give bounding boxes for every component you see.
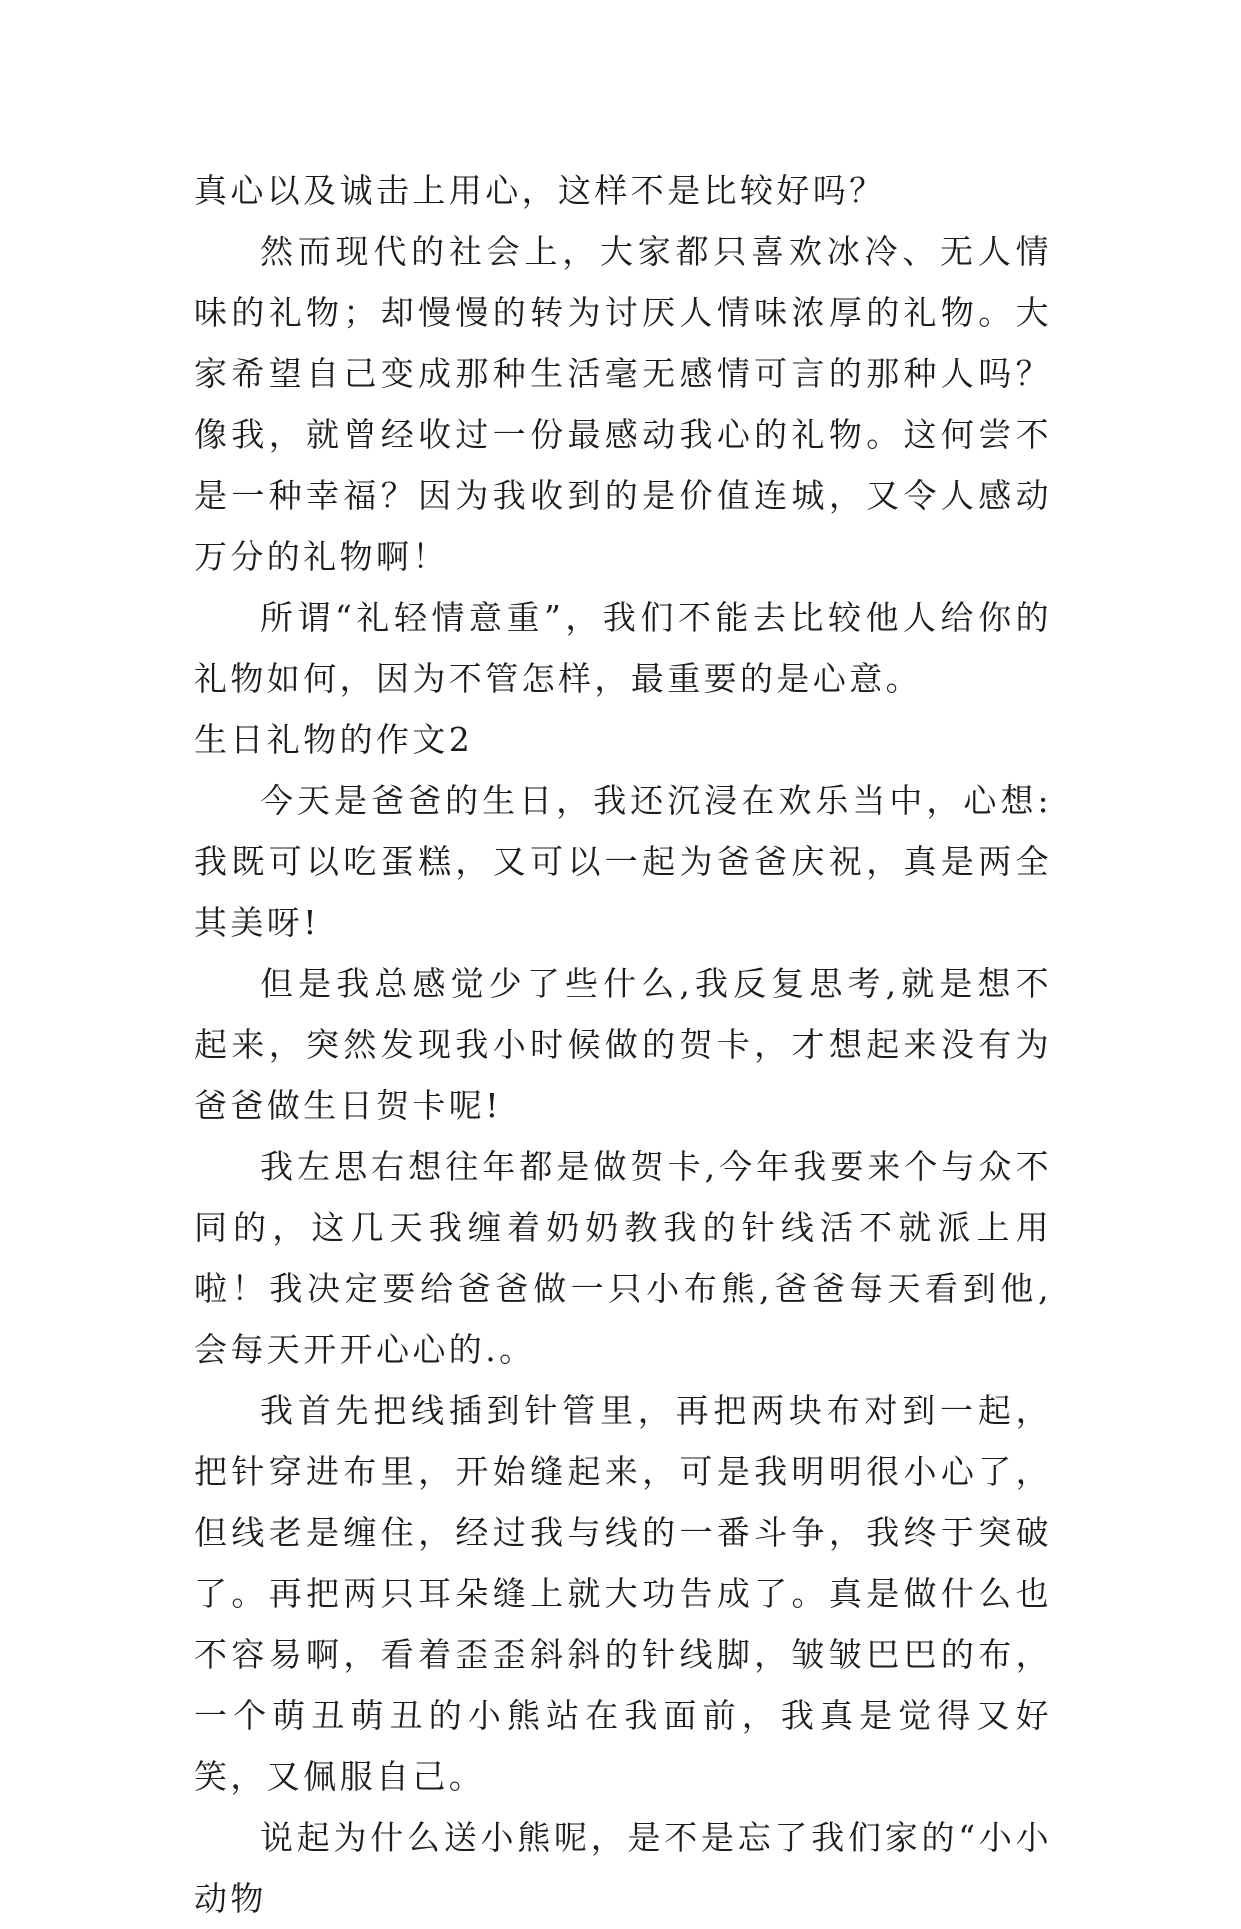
paragraph-2: 然而现代的社会上，大家都只喜欢冰冷、无人情味的礼物；却慢慢的转为讨厌人情味浓厚的礼物。大家希望自己变成那种生活毫无感情可言的那种人吗？像我，就曾经收过一份最感动我心的礼物。这何尝不是一种幸福？因为我收到的是价值连城，又令人感动万分的礼物啊！: [194, 232, 1052, 576]
paragraph-6: 我左思右想往年都是做贺卡,今年我要来个与众不同的，这几天我缠着奶奶教我的针线活不就派上用啦！我决定要给爸爸做一只小布熊,爸爸每天看到他,会每天开开心心的.。: [194, 1147, 1052, 1369]
document-body: [194, 160, 1052, 1929]
paragraph-4: 今天是爸爸的生日，我还沉浸在欢乐当中，心想:我既可以吃蛋糕，又可以一起为爸爸庆祝，真是两全其美呀!: [194, 781, 1052, 942]
paragraph-8: 说起为什么送小熊呢，是不是忘了我们家的“小小动物: [194, 1818, 1052, 1918]
section-heading: 生日礼物的作文2: [194, 720, 474, 759]
paragraph-3: 所谓“礼轻情意重”，我们不能去比较他人给你的礼物如何，因为不管怎样，最重要的是心意。: [194, 598, 1052, 698]
paragraph-5: 但是我总感觉少了些什么,我反复思考,就是想不起来，突然发现我小时候做的贺卡，才想起来没有为爸爸做生日贺卡呢!: [194, 964, 1052, 1125]
paragraph-1: 真心以及诚击上用心，这样不是比较好吗？: [194, 171, 886, 210]
paragraph-7: 我首先把线插到针管里，再把两块布对到一起，把针穿进布里，开始缝起来，可是我明明很小心了，但线老是缠住，经过我与线的一番斗争，我终于突破了。再把两只耳朵缝上就大功告成了。真是做什么也不容易啊，看着歪歪斜斜的针线脚，皱皱巴巴的布，一个萌丑萌丑的小熊站在我面前，我真是觉得又好笑，又佩服自己。: [194, 1391, 1052, 1796]
